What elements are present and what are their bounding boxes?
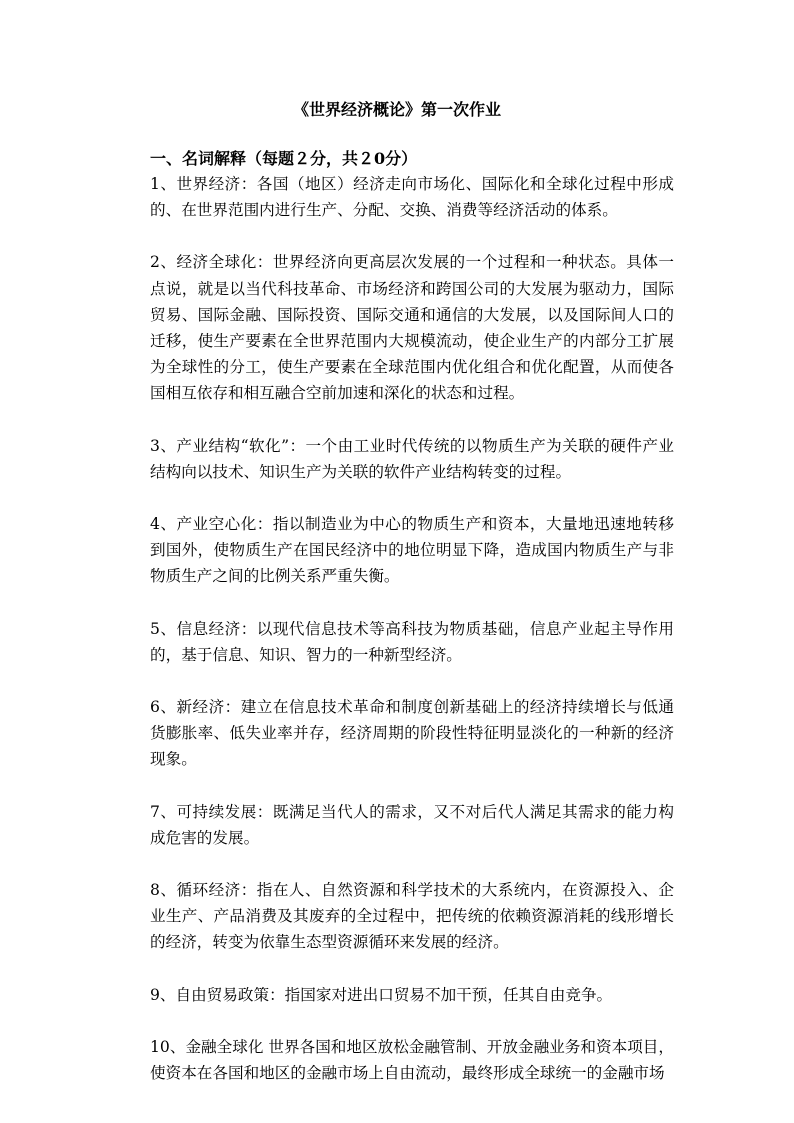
term-world-economy: 1、世界经济：各国（地区）经济走向市场化、国际化和全球化过程中形成的、在世界范围内进行生产、分配、交换、消费等经济活动的体系。	[150, 175, 674, 220]
term-financial-globalization: 10、金融全球化 世界各国和地区放松金融管制、开放金融业务和资本项目，使资本在各国和地区的金融市场上自由流动，最终形成全球统一的金融市场	[150, 1037, 674, 1083]
term-free-trade-policy: 9、自由贸易政策：指国家对进出口贸易不加干预，任其自由竞争。	[150, 985, 613, 1004]
term-circular-economy: 8、循环经济：指在人、自然资源和科学技术的大系统内，在资源投入、企业生产、产品消费及其废弃的全过程中，把传统的依赖资源消耗的线形增长的经济，转变为依靠生态型资源循环来发展的经济。	[150, 881, 674, 952]
term-economic-globalization: 2、经济全球化：世界经济向更高层次发展的一个过程和一种状态。具体一点说，就是以当代科技革命、市场经济和跨国公司的大发展为驱动力，国际贸易、国际金融、国际投资、国际交通和通信的大发展，以及国际间人口的迁移，使生产要素在全世界范围内大规模流动，使企业生产的内部分工扩展为全球性的分工，使生产要素在全球范围内优化组合和优化配置，从而使各国相互依存和相互融合空前加速和深化的状态和过程。	[150, 253, 674, 403]
term-information-economy: 5、信息经济：以现代信息技术等高科技为物质基础，信息产业起主导作用的，基于信息、知识、智力的一种新型经济。	[150, 619, 674, 664]
term-industrial-hollowing: 4、产业空心化：指以制造业为中心的物质生产和资本，大量地迅速地转移到国外，使物质生产在国民经济中的地位明显下降，造成国内物质生产与非物质生产之间的比例关系严重失衡。	[150, 515, 674, 586]
term-industrial-structure-softening: 3、产业结构“软化”：一个由工业时代传统的以物质生产为关联的硬件产业结构向以技术、知识生产为关联的软件产业结构转变的过程。	[150, 436, 674, 481]
term-new-economy: 6、新经济：建立在信息技术革命和制度创新基础上的经济持续增长与低通货膨胀率、低失业率并存，经济周期的阶段性特征明显淡化的一种新的经济现象。	[150, 698, 674, 769]
document-body	[150, 148, 674, 1086]
section-heading: 一、名词解释（每题２分，共２0分）	[150, 149, 418, 168]
document-title: 《世界经济概论》第一次作业	[292, 100, 501, 119]
term-sustainable-development: 7、可持续发展：既满足当代人的需求，又不对后代人满足其需求的能力构成危害的发展。	[150, 802, 674, 847]
